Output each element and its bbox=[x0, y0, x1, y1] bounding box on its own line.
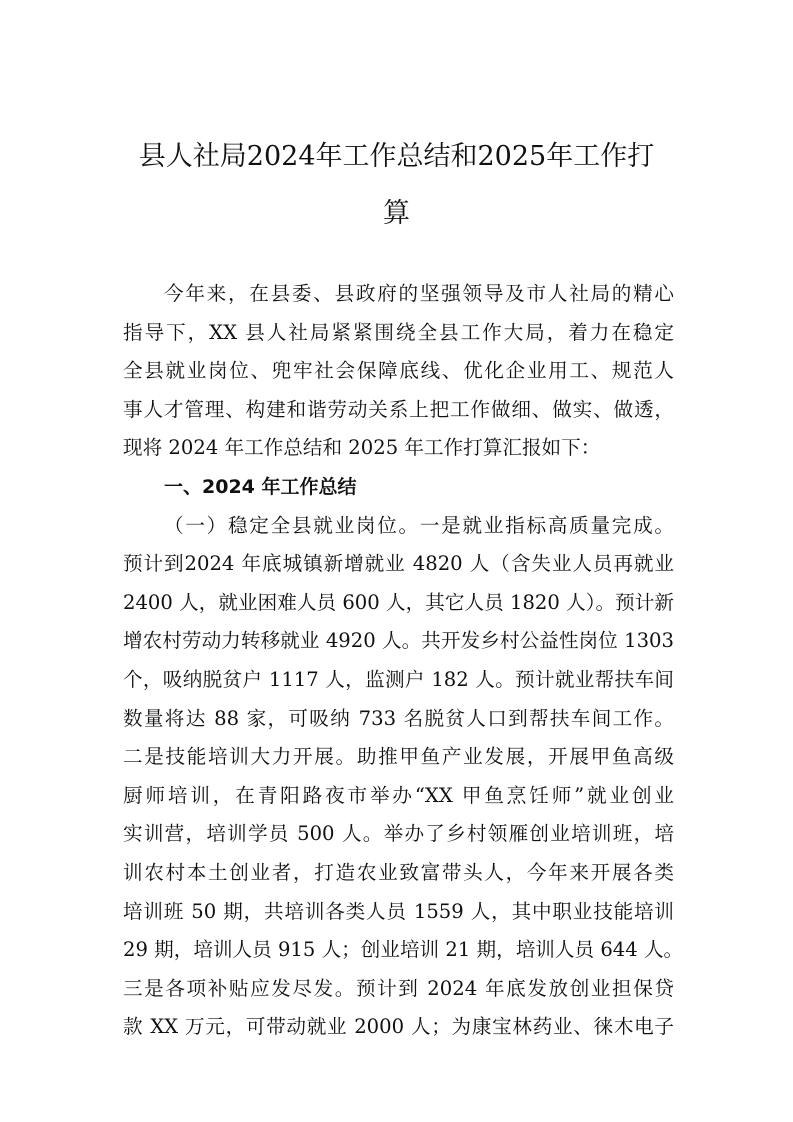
paragraph-line: 增农村劳动力转移就业 4920 人。共开发乡村公益性岗位 1303 bbox=[123, 629, 674, 653]
paragraph-line: 指导下，XX 县人社局紧紧围绕全县工作大局，着力在稳定 bbox=[123, 320, 674, 344]
paragraph-line: 29 期，培训人员 915 人；创业培训 21 期，培训人员 644 人。 bbox=[123, 938, 684, 962]
paragraph-line: 预计到2024 年底城镇新增就业 4820 人（含失业人员再就业 bbox=[123, 552, 674, 576]
paragraph-line: 二是技能培训大力开展。助推甲鱼产业发展，开展甲鱼高级 bbox=[123, 745, 674, 769]
paragraph-line: 训农村本土创业者，打造农业致富带头人，今年来开展各类 bbox=[123, 860, 674, 884]
paragraph-line: 今年来，在县委、县政府的坚强领导及市人社局的精心 bbox=[164, 282, 674, 305]
paragraph-line: 数量将达 88 家，可吸纳 733 名脱贫人口到帮扶车间工作。 bbox=[123, 706, 674, 730]
paragraph-line: 三是各项补贴应发尽发。预计到 2024 年底发放创业担保贷 bbox=[123, 976, 674, 1000]
paragraph-line: 实训营，培训学员 500 人。举办了乡村领雁创业培训班，培 bbox=[123, 822, 674, 846]
section-heading: 一、2024 年工作总结 bbox=[164, 475, 357, 498]
paragraph-line: 全县就业岗位、兜牢社会保障底线、优化企业用工、规范人 bbox=[123, 359, 674, 383]
title-line-2: 算 bbox=[383, 198, 410, 229]
paragraph-line: 厨师培训，在青阳路夜市举办“XX 甲鱼烹饪师”就业创业 bbox=[123, 783, 674, 807]
document-body bbox=[123, 275, 684, 1047]
title-line-1: 县人社局2024年工作总结和2025年工作打 bbox=[138, 141, 655, 172]
paragraph-line: 2400 人，就业困难人员 600 人，其它人员 1820 人）。预计新 bbox=[123, 590, 674, 614]
paragraph-line: 款 XX 万元，可带动就业 2000 人；为康宝林药业、徕木电子 bbox=[123, 1015, 674, 1039]
paragraph-line: 事人才管理、构建和谐劳动关系上把工作做细、做实、做透， bbox=[123, 397, 674, 421]
paragraph-line: 个，吸纳脱贫户 1117 人，监测户 182 人。预计就业帮扶车间 bbox=[123, 667, 674, 691]
paragraph-line: 现将 2024 年工作总结和 2025 年工作打算汇报如下： bbox=[123, 436, 601, 460]
paragraph-line: （一）稳定全县就业岗位。一是就业指标高质量完成。 bbox=[164, 513, 674, 537]
paragraph-line: 培训班 50 期，共培训各类人员 1559 人，其中职业技能培训 bbox=[123, 899, 674, 923]
document-title bbox=[119, 128, 674, 242]
